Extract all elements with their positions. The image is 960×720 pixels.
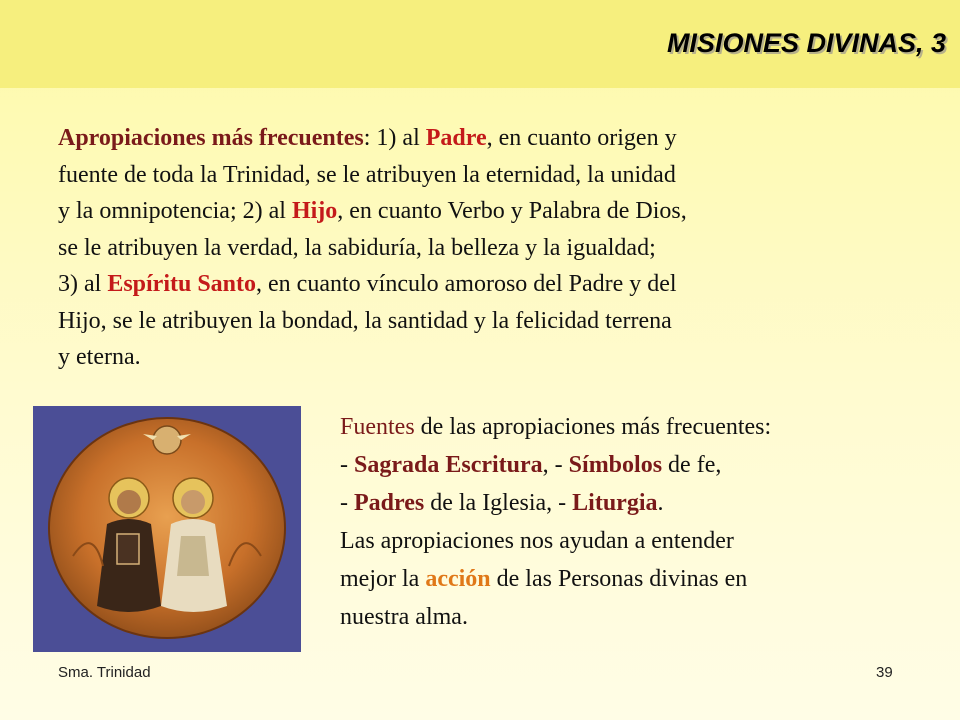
text: de la Iglesia, - [424, 490, 573, 516]
text: : 1) al [363, 125, 426, 151]
text: , en cuanto origen y [486, 125, 677, 151]
slide-title: MISIONES DIVINAS, 3 [666, 28, 946, 58]
text: - [340, 452, 354, 478]
highlight-term: Fuentes [340, 414, 415, 440]
line: Las apropiaciones nos ayudan a entender [340, 528, 734, 554]
text: mejor la [340, 566, 426, 592]
apropiaciones-paragraph [58, 120, 938, 376]
highlight-term: acción [425, 566, 491, 592]
fuentes-paragraph [340, 408, 950, 636]
text: 3) al [58, 271, 108, 297]
highlight-term: Símbolos [568, 452, 663, 478]
text: de las apropiaciones más frecuentes: [414, 414, 772, 440]
line: fuente de toda la Trinidad, se le atribuyen la eternidad, la unidad [58, 161, 676, 188]
line [58, 120, 938, 157]
highlight-term: Espíritu Santo [107, 271, 257, 297]
line: Hijo, se le atribuyen la bondad, la santidad y la felicidad terrena [58, 307, 672, 334]
highlight-term: Padre [425, 125, 487, 151]
line [340, 560, 950, 598]
line [340, 408, 950, 446]
line: nuestra alma. [340, 604, 468, 630]
highlight-term: Liturgia [572, 490, 658, 516]
line [340, 484, 950, 522]
highlight-term: Hijo [291, 198, 338, 224]
text: , - [542, 452, 569, 478]
footer-topic: Sma. Trinidad [58, 664, 151, 681]
text: de las Personas divinas en [490, 566, 748, 592]
text: . [657, 490, 664, 516]
text: , en cuanto vínculo amoroso del Padre y del [256, 271, 677, 297]
highlight-term: Padres [354, 490, 425, 516]
highlight-term: Sagrada Escritura [354, 452, 543, 478]
slide-number: 39 [876, 664, 893, 681]
text: de fe, [662, 452, 722, 478]
trinity-icon-image [33, 406, 301, 652]
line: y eterna. [58, 344, 141, 370]
line [58, 193, 938, 230]
line [340, 446, 950, 484]
line: se le atribuyen la verdad, la sabiduría, la belleza y la igualdad; [58, 234, 656, 261]
text: , en cuanto Verbo y Palabra de Dios, [337, 198, 687, 224]
highlight-term: Apropiaciones más frecuentes [58, 125, 364, 151]
line [58, 266, 938, 303]
text: y la omnipotencia; 2) al [58, 198, 292, 224]
trinity-icon [33, 406, 301, 652]
text: - [340, 490, 354, 516]
title-bar [0, 0, 960, 88]
